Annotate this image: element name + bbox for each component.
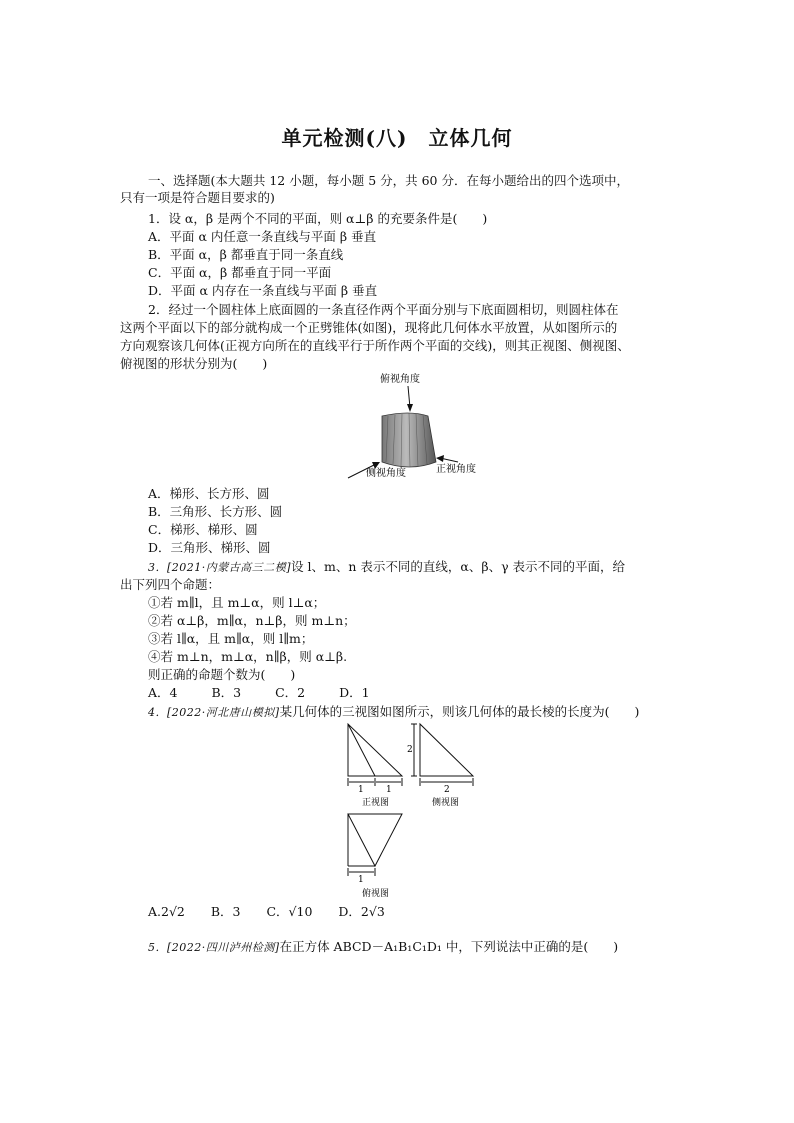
q1-option-d: D．平面 α 内存在一条直线与平面 β 垂直 <box>148 283 378 298</box>
q1-option-a: A．平面 α 内任意一条直线与平面 β 垂直 <box>148 229 377 244</box>
q2-stem-line2: 这两个平面以下的部分就构成一个正劈锥体(如图)，现将此几何体水平放置，从如图所示的 <box>120 320 618 335</box>
q3-stem-rest: 设 l、m、n 表示不同的直线，α、β、γ 表示不同的平面，给 <box>291 559 626 574</box>
q1-option-c: C．平面 α，β 都垂直于同一平面 <box>148 265 332 280</box>
q2-option-d: D．三角形、梯形、圆 <box>148 540 271 555</box>
q3-option-c: C．2 <box>275 685 306 700</box>
side-dim-height: 2 <box>407 745 413 755</box>
front-dim-2: 1 <box>386 785 392 795</box>
q3-source-tag: 3．[2021·内蒙古高三二模] <box>148 561 292 574</box>
wedge-solid <box>382 413 436 467</box>
q3-option-a: A．4 <box>148 685 178 700</box>
top-view-drawing <box>348 814 402 876</box>
section-heading-line1: 一、选择题(本大题共 12 小题，每小题 5 分，共 60 分．在每小题给出的四个选项中， <box>148 173 629 188</box>
q4-option-c: C．√10 <box>266 904 313 919</box>
front-view-drawing <box>348 724 402 786</box>
q4-source-tag: 4．[2022·河北唐山模拟] <box>148 706 280 719</box>
side-view-label: 侧视角度 <box>366 468 406 479</box>
q2-stem-line1: 2．经过一个圆柱体上底面圆的一条直径作两个平面分别与下底面圆相切，则圆柱体在 <box>148 302 619 317</box>
q5-source-tag: 5．[2022·四川泸州检测] <box>148 941 280 954</box>
q3-prop-2: ②若 α⊥β，m∥α，n⊥β，则 m⊥n； <box>148 613 356 628</box>
q3-prop-1: ①若 m∥l，且 m⊥α，则 l⊥α； <box>148 595 326 610</box>
q2-option-b: B．三角形、长方形、圆 <box>148 504 283 519</box>
q3-stem-line2: 出下列四个命题： <box>120 577 221 592</box>
front-view-label: 正视角度 <box>436 464 476 475</box>
q2-wedge-figure <box>340 372 490 484</box>
front-dim-1: 1 <box>358 785 364 795</box>
side-view-label: 侧视图 <box>432 798 460 808</box>
top-view-label: 俯视图 <box>362 889 390 899</box>
q2-option-a: A．梯形、长方形、圆 <box>148 486 270 501</box>
q1-option-b: B．平面 α，β 都垂直于同一条直线 <box>148 247 344 262</box>
q3-ask: 则正确的命题个数为( ) <box>148 667 296 682</box>
q2-option-c: C．梯形、梯形、圆 <box>148 522 258 537</box>
q4-stem <box>148 703 639 721</box>
page-title: 单元检测(八) 立体几何 <box>281 126 513 150</box>
q3-stem-line1 <box>148 558 625 576</box>
top-view-label: 俯视角度 <box>380 374 420 385</box>
q3-prop-3: ③若 l∥α，且 m∥α，则 l∥m； <box>148 631 314 646</box>
side-dim-width: 2 <box>444 785 450 795</box>
q2-stem-line3: 方向观察该几何体(正视方向所在的直线平行于所作两个平面的交线)，则其正视图、侧视图、 <box>120 338 630 353</box>
q3-options <box>148 684 370 701</box>
q4-options <box>148 903 385 920</box>
q3-prop-4: ④若 m⊥n，m⊥α，n∥β，则 α⊥β. <box>148 649 348 664</box>
q4-stem-rest: 某几何体的三视图如图所示，则该几何体的最长棱的长度为( ) <box>279 704 640 719</box>
q5-stem <box>148 938 618 956</box>
q4-option-b: B．3 <box>210 904 241 919</box>
q5-stem-rest: 在正方体 ABCD－A₁B₁C₁D₁ 中，下列说法中正确的是( ) <box>279 939 619 954</box>
side-view-drawing <box>411 724 473 786</box>
q3-option-d: D．1 <box>339 685 370 700</box>
section-heading-line2: 只有一项是符合题目要求的) <box>120 190 275 205</box>
q1-stem: 1．设 α，β 是两个不同的平面，则 α⊥β 的充要条件是( ) <box>148 211 488 226</box>
front-view-label: 正视图 <box>362 798 390 808</box>
top-dim: 1 <box>358 875 364 885</box>
q4-option-d: D．2√3 <box>338 904 385 919</box>
q3-option-b: B．3 <box>211 685 242 700</box>
q4-three-view-figure <box>340 720 480 905</box>
q4-option-a: A.2√2 <box>148 904 185 919</box>
q2-stem-line4: 俯视图的形状分别为( ) <box>120 356 268 371</box>
